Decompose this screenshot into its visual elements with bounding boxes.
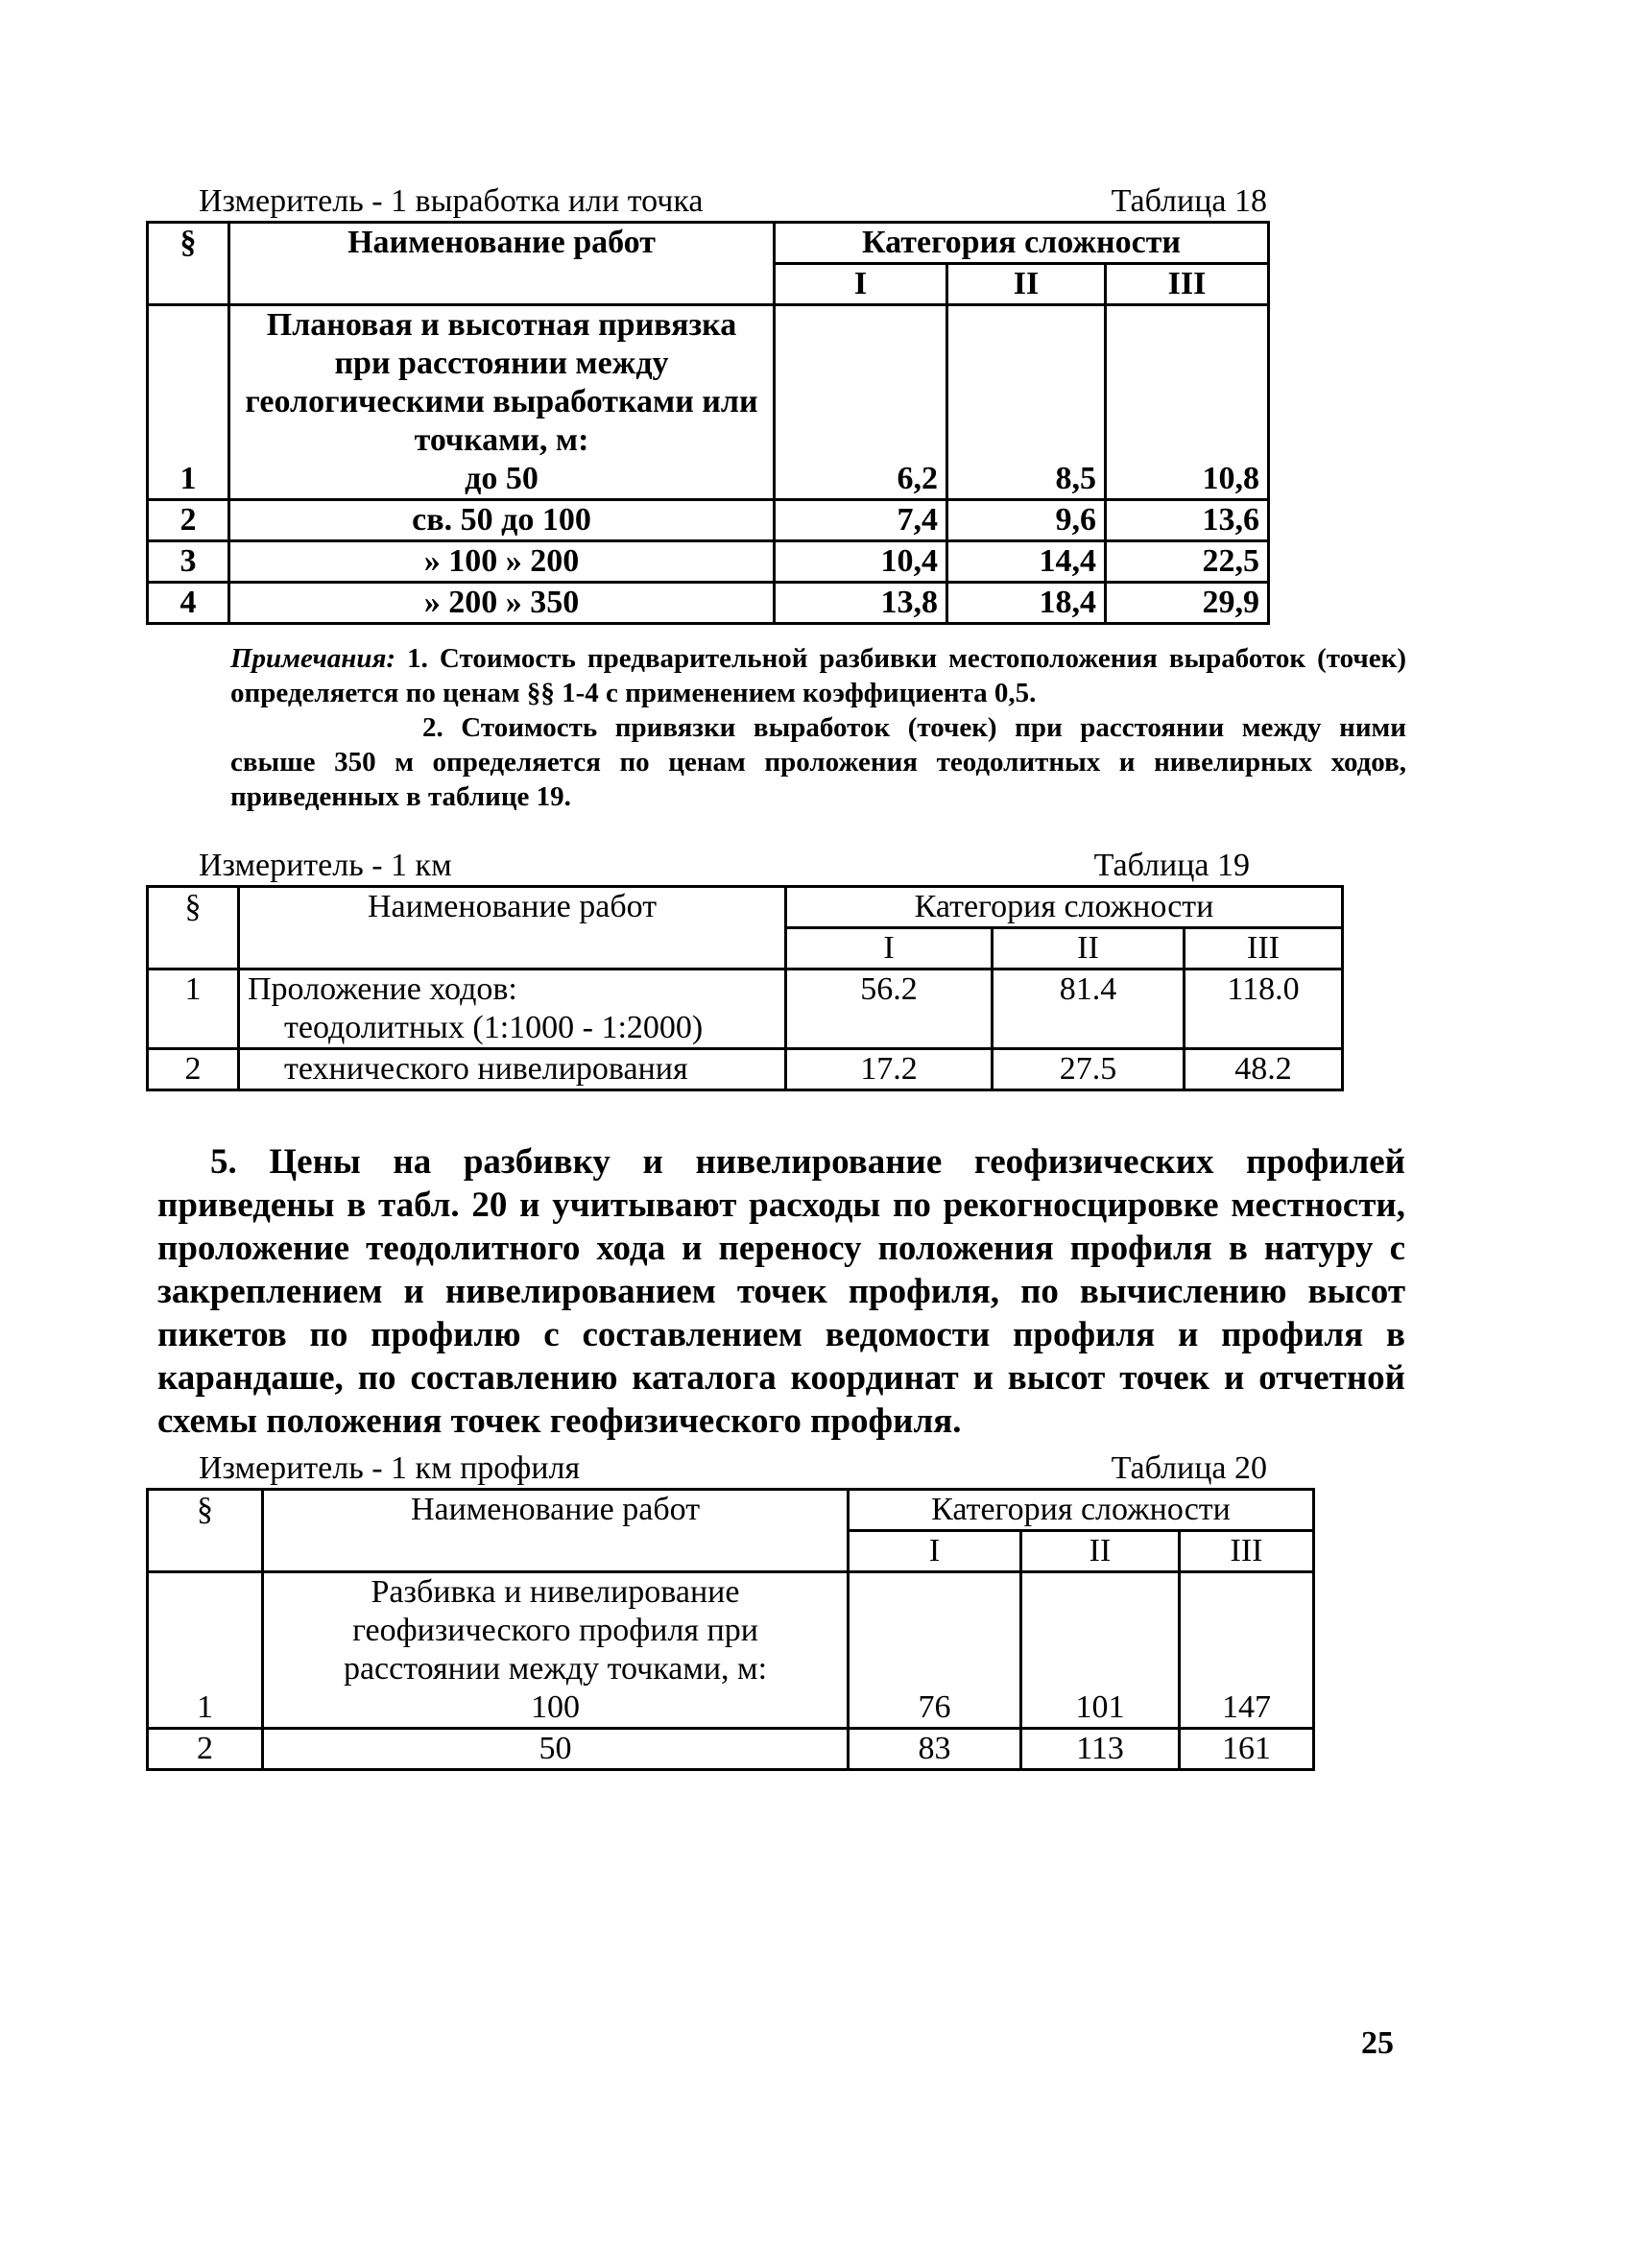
note-2: 2. Стоимость привязки выработок (точек) при расстоянии между ними свыше 350 м определяется по ценам проложения теодолитных и нивелирных ходов, приведенных в таблице 19. [230,712,1406,812]
table-20-caption [146,1449,1267,1488]
table-18-header-category: Категория сложности [775,223,1269,264]
table-19 [146,885,1344,1091]
row-name: » 200 » 350 [229,583,775,624]
table-18-header-cat-1: I [775,264,947,305]
paragraph-text: 5. Цены на разбивку и нивелирование геофизических профилей приведены в табл. 20 и учитывают расходы по рекогносцировке местности, проложение теодолитного хода и переносу положения профиля в натуру с закреплением и нивелированием точек профиля, по вычислению высот пикетов по профилю с составлением ведомости профиля и профиля в карандаше, по составлению каталога координат и высот точек и отчетной схемы положения точек геофизического профиля. [157,1142,1405,1441]
table-20-label: Таблица 20 [1111,1450,1267,1486]
table-row [148,1572,1314,1729]
table-20-header-cat-3: III [1180,1531,1314,1572]
table-19-header-cat-3: III [1185,928,1343,969]
row-name: 50 [263,1729,849,1770]
row-name [229,305,775,500]
row-num: 1 [148,969,239,1049]
table-20-meter: Измеритель - 1 км профиля [199,1450,581,1486]
table-19-header-category: Категория сложности [786,887,1343,928]
table-18-caption [146,182,1267,221]
table-19-meter: Измеритель - 1 км [199,848,452,883]
table-20-header-num: § [148,1490,263,1572]
row-value-1: 17.2 [786,1049,993,1090]
row-value-2: 8,5 [947,305,1106,500]
table-18-header-cat-2: II [947,264,1106,305]
row-value-2: 81.4 [993,969,1185,1049]
table-18-notes [230,641,1406,814]
table-19-header-name: Наименование работ [239,887,786,969]
table-20-header-name: Наименование работ [263,1490,849,1572]
row-name: » 100 » 200 [229,541,775,583]
table-row [148,541,1269,583]
table-20-header-cat-1: I [849,1531,1021,1572]
row-value-3: 22,5 [1106,541,1269,583]
table-20-header-cat-2: II [1021,1531,1180,1572]
table-18-header-cat-3: III [1106,264,1269,305]
row-value-1: 76 [849,1572,1021,1729]
page-number: 25 [1361,2025,1394,2061]
row-num: 3 [148,541,229,583]
row-value-3: 161 [1180,1729,1314,1770]
row-num: 1 [148,305,229,500]
row-name-line-1: Проложение ходов: [248,971,517,1007]
row-value-3: 13,6 [1106,500,1269,541]
row-value-1: 56.2 [786,969,993,1049]
table-row [148,1049,1343,1090]
row-intro: Разбивка и нивелирование геофизического профиля при расстоянии между точками, м: [343,1574,768,1687]
row-value-1: 7,4 [775,500,947,541]
notes-label: Примечания: [230,643,396,674]
table-18-block [146,182,1267,625]
row-value-3: 29,9 [1106,583,1269,624]
table-row [148,969,1343,1049]
section-5-paragraph [157,1140,1405,1443]
table-row [148,1729,1314,1770]
row-num: 2 [148,500,229,541]
row-value-2: 27.5 [993,1049,1185,1090]
row-value-1: 13,8 [775,583,947,624]
table-row [148,583,1269,624]
row-distance: до 50 [465,461,539,496]
row-value-1: 6,2 [775,305,947,500]
table-19-label: Таблица 19 [1093,848,1250,883]
row-name-line-2: теодолитных (1:1000 - 1:2000) [284,1010,704,1045]
table-19-header-cat-1: I [786,928,993,969]
row-value-2: 101 [1021,1572,1180,1729]
row-name: технического нивелирования [239,1049,786,1090]
table-18-header-name: Наименование работ [229,223,775,305]
table-19-block [146,847,1300,1091]
table-row [148,500,1269,541]
row-value-2: 9,6 [947,500,1106,541]
row-value-3: 147 [1180,1572,1314,1729]
table-19-header-cat-2: II [993,928,1185,969]
table-18 [146,221,1270,625]
row-value-3: 10,8 [1106,305,1269,500]
row-intro: Плановая и высотная привязка при расстоянии между геологическими выработками или точками, м: [245,307,758,458]
note-1 [230,641,1406,710]
row-num: 1 [148,1572,263,1729]
table-20 [146,1488,1315,1771]
row-num: 2 [148,1729,263,1770]
row-value-3: 48.2 [1185,1049,1343,1090]
row-name: св. 50 до 100 [229,500,775,541]
row-distance: 100 [531,1689,580,1725]
row-num: 2 [148,1049,239,1090]
table-18-label: Таблица 18 [1111,183,1267,219]
table-20-header-category: Категория сложности [849,1490,1314,1531]
table-20-block [146,1449,1271,1771]
row-value-1: 83 [849,1729,1021,1770]
row-name [239,969,786,1049]
row-value-2: 18,4 [947,583,1106,624]
table-18-header-num: § [148,223,229,305]
row-name [263,1572,849,1729]
row-value-3: 118.0 [1185,969,1343,1049]
note-1-text: 1. Стоимость предварительной разбивки местоположения выработок (точек) определяется по ценам §§ 1-4 с применением коэффициента 0,5. [230,643,1406,708]
row-value-2: 14,4 [947,541,1106,583]
table-19-header-num: § [148,887,239,969]
row-value-2: 113 [1021,1729,1180,1770]
row-value-1: 10,4 [775,541,947,583]
table-19-caption [146,847,1250,885]
table-18-meter: Измеритель - 1 выработка или точка [199,183,704,219]
row-num: 4 [148,583,229,624]
table-row [148,305,1269,500]
